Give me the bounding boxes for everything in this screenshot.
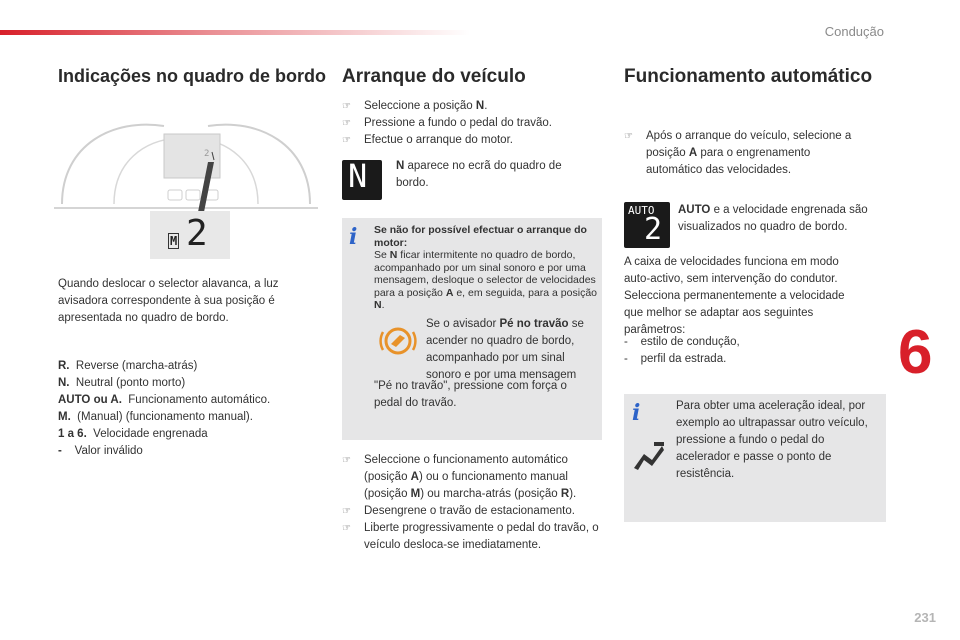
col1-intro: Quando deslocar o selector alavanca, a luz avisadora correspondente à sua posição é apresentada no quadro de bordo. <box>58 278 279 324</box>
start-info-text-2: Se o avisador Pé no travão se acender no quadro de bordo, acompanhado por um sinal sonoro e por uma mensagem <box>426 318 584 381</box>
gear-display-panel <box>150 211 230 259</box>
start-steps-bottom <box>342 452 602 554</box>
n-display-note: N aparece no ecrã do quadro de bordo. <box>396 160 562 189</box>
gear-def-numbers: 1 a 6. Velocidade engrenada <box>58 428 208 440</box>
start-step-5: ☞ Desengrene o travão de estacionamento. <box>342 503 602 520</box>
col1-title: Indicações no quadro de bordo <box>58 66 327 86</box>
auto-param-2: - perfil da estrada. <box>624 353 727 365</box>
gear-def-m: M. (Manual) (funcionamento manual). <box>58 411 253 423</box>
gear-def-invalid: - Valor inválido <box>58 445 143 457</box>
n-display: N <box>342 160 382 200</box>
start-info-text-1: Se não for possível efectuar o arranque do motor: Se N ficar intermitente no quadro de bordo, acompanhado por um sinal sonoro e por uma mensagem, desloque o selector de velocidades para a posição A e, em seguida, para a posição N. <box>374 224 597 311</box>
auto-param-1: - estilo de condução, <box>624 336 740 348</box>
start-step-6: ☞ Liberte progressivamente o pedal do travão, o veículo desloca-se imediatamente. <box>342 520 602 554</box>
auto-display: AUTO 2 <box>624 202 670 248</box>
page-number: 231 <box>914 610 936 625</box>
auto-description: A caixa de velocidades funciona em modo auto-activo, sem intervenção do condutor. Selecciona permanentemente a velocidade que melhor se adaptar aos seguintes parâmetros: <box>624 256 845 336</box>
gear-number: 2 <box>186 213 208 254</box>
auto-step <box>624 128 864 179</box>
info-icon: i <box>632 400 641 426</box>
start-step-2: ☞ Pressione a fundo o pedal do travão. <box>342 115 602 132</box>
svg-text:2: 2 <box>204 149 210 159</box>
start-step-1: ☞ Seleccione a posição N. <box>342 98 602 115</box>
auto-parameters <box>624 334 864 368</box>
gear-display <box>164 213 222 254</box>
chapter-number: 6 <box>898 318 933 387</box>
auto-step-1: ☞ Após o arranque do veículo, selecione a posição A para o engrenamento automático das velocidades. <box>624 128 864 179</box>
info-icon: i <box>349 224 358 250</box>
start-steps <box>342 98 602 149</box>
col3-title: Funcionamento automático <box>624 66 873 87</box>
section-title: Condução <box>824 24 884 39</box>
header-accent-bar <box>0 30 470 35</box>
foot-on-brake-warning-icon <box>378 324 418 358</box>
gear-def-n: N. Neutral (ponto morto) <box>58 377 186 389</box>
gear-definitions <box>58 358 318 460</box>
auto-display-note: AUTO e a velocidade engrenada são visualizados no quadro de bordo. <box>678 204 868 233</box>
col2-title: Arranque do veículo <box>342 66 526 87</box>
accelerator-pedal-icon <box>630 440 666 472</box>
auto-tip-text: Para obter uma aceleração ideal, por exemplo ao ultrapassar outro veículo, pressione a fundo o pedal do acelerador e passe o ponto de resistência. <box>676 400 868 480</box>
gear-mode-letter: M <box>170 234 178 248</box>
start-info-text-3: "Pé no travão", pressione com força o pedal do travão. <box>374 380 567 409</box>
start-step-4: ☞ Seleccione o funcionamento automático (posição A) ou o funcionamento manual (posição M) ou marcha-atrás (posição R). <box>342 452 602 503</box>
start-step-3: ☞ Efectue o arranque do motor. <box>342 132 602 149</box>
gear-def-auto: AUTO ou A. Funcionamento automático. <box>58 394 271 406</box>
gear-def-r: R. Reverse (marcha-atrás) <box>58 360 198 372</box>
